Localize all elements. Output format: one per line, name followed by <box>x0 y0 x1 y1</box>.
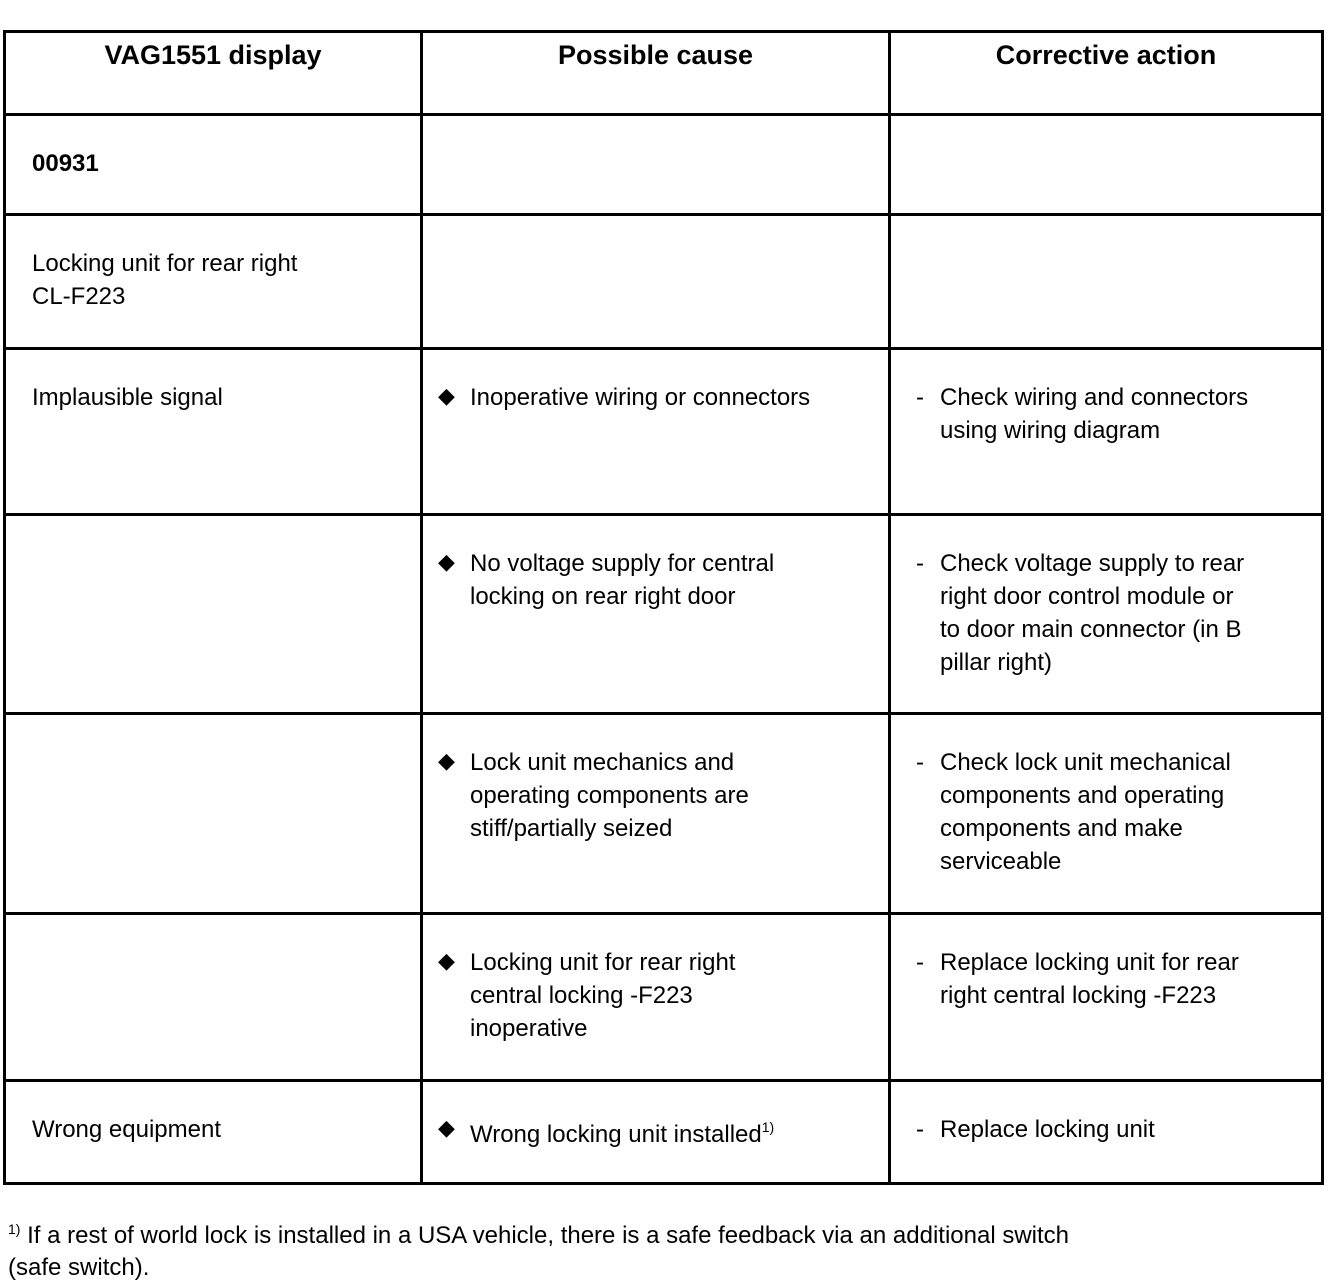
header-display: VAG1551 display <box>5 32 422 115</box>
table-header-row <box>5 32 1323 115</box>
footnote <box>8 1220 1128 1284</box>
table-row <box>5 215 1323 349</box>
diamond-bullet-icon: ◆ <box>438 1115 455 1140</box>
dash-bullet: - <box>916 749 924 776</box>
table-row <box>5 515 1323 714</box>
diamond-bullet-icon: ◆ <box>438 948 455 973</box>
table-row <box>5 349 1323 515</box>
cause-cell <box>422 515 890 714</box>
action-cell <box>890 914 1323 1081</box>
footnote-ref: 1) <box>761 1119 775 1135</box>
diamond-bullet-icon: ◆ <box>438 549 455 574</box>
display-text: Locking unit for rear right CL-F223 <box>32 250 298 310</box>
header-cause: Possible cause <box>422 32 890 115</box>
dash-bullet: - <box>916 550 924 577</box>
action-cell <box>890 115 1323 215</box>
action-text: Replace locking unit for rear right central locking -F223 <box>940 949 1239 1009</box>
dash-bullet: - <box>916 949 924 976</box>
cause-cell <box>422 1081 890 1184</box>
action-cell <box>890 349 1323 515</box>
cause-cell <box>422 115 890 215</box>
cause-cell <box>422 914 890 1081</box>
display-text: Wrong equipment <box>5 1081 422 1184</box>
action-text: Check lock unit mechanical components and operating components and make serviceable <box>940 749 1231 875</box>
fault-component <box>5 215 422 349</box>
cause-text: Lock unit mechanics and operating components are stiff/partially seized <box>470 749 749 842</box>
display-cell <box>5 914 422 1081</box>
cause-text: Wrong locking unit installed <box>470 1121 762 1148</box>
fault-code: 00931 <box>5 115 422 215</box>
table-row <box>5 914 1323 1081</box>
table-row <box>5 115 1323 215</box>
cause-text: Locking unit for rear right central locking -F223 inoperative <box>470 949 736 1042</box>
cause-cell <box>422 215 890 349</box>
diamond-bullet-icon: ◆ <box>438 383 455 408</box>
dash-bullet: - <box>916 384 924 411</box>
table-row <box>5 1081 1323 1184</box>
action-text: Check voltage supply to rear right door control module or to door main connector (in B pillar right) <box>940 550 1245 676</box>
cause-text: Inoperative wiring or connectors <box>470 384 811 411</box>
action-cell <box>890 714 1323 914</box>
action-text: Check wiring and connectors using wiring diagram <box>940 384 1249 444</box>
dash-bullet: - <box>916 1116 924 1143</box>
cause-text: No voltage supply for central locking on rear right door <box>470 550 775 610</box>
footnote-marker: 1) <box>8 1221 21 1237</box>
table-row <box>5 714 1323 914</box>
cause-cell <box>422 349 890 515</box>
footnote-text: If a rest of world lock is installed in a USA vehicle, there is a safe feedback via an additional switch (safe switch). <box>8 1222 1069 1281</box>
action-cell <box>890 515 1323 714</box>
fault-table <box>3 30 1324 1185</box>
header-action: Corrective action <box>890 32 1323 115</box>
display-text: Implausible signal <box>5 349 422 515</box>
action-cell <box>890 1081 1323 1184</box>
display-cell <box>5 515 422 714</box>
cause-cell <box>422 714 890 914</box>
action-cell <box>890 215 1323 349</box>
action-text: Replace locking unit <box>940 1116 1155 1143</box>
display-cell <box>5 714 422 914</box>
diamond-bullet-icon: ◆ <box>438 748 455 773</box>
